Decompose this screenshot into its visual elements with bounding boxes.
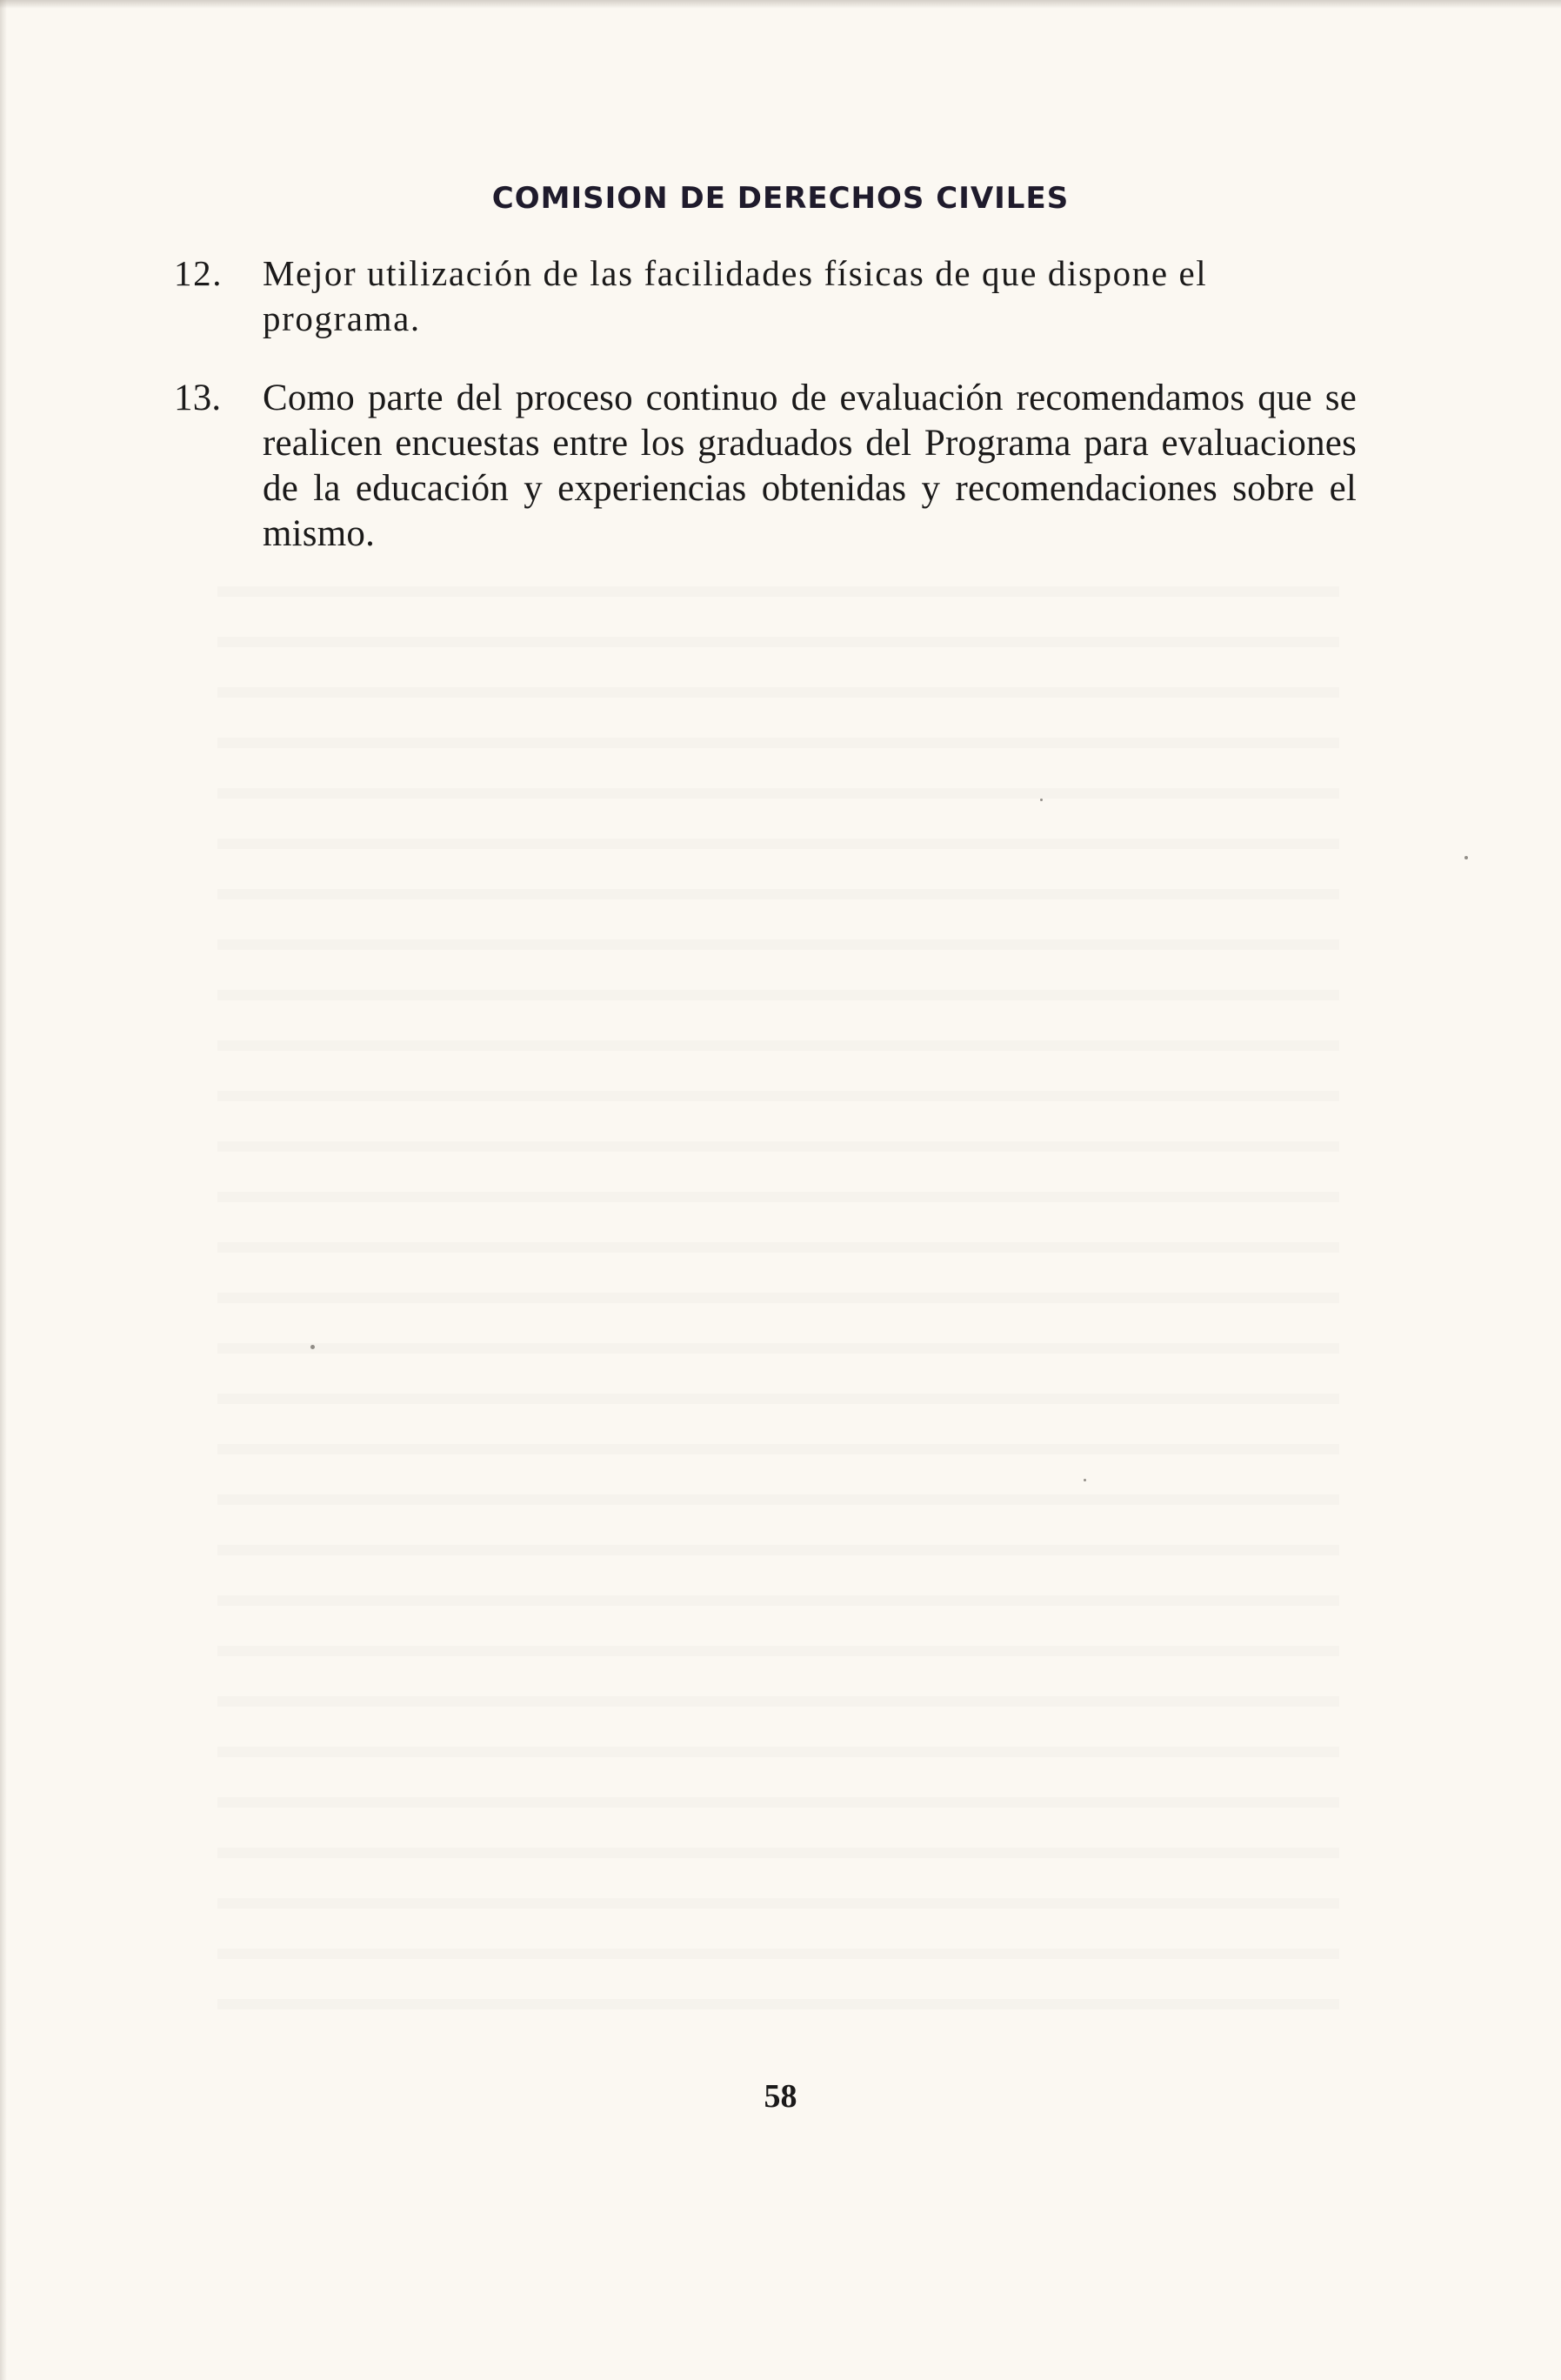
page-edge-shadow-top: [0, 0, 1561, 9]
page-number: 58: [764, 2078, 797, 2115]
paper-speck: [310, 1345, 315, 1349]
list-item-12: [174, 251, 1357, 341]
recommendation-list: [174, 251, 1357, 592]
item-text: Como parte del proceso continuo de evaluación recomendamos que se realicen encuestas entre los graduados del Programa para evaluaciones de la educación y experiencias obtenidas y recomendaciones sobre el mismo.: [263, 378, 1357, 554]
paper-speck: [1464, 856, 1468, 859]
paper-speck: [1040, 799, 1043, 801]
running-head: COMISION DE DERECHOS CIVILES: [491, 181, 1070, 216]
page-edge-shadow-left: [0, 0, 7, 2380]
item-number: 12.: [174, 253, 223, 293]
item-text: Mejor utilización de las facilidades físicas de que dispone el programa.: [263, 253, 1208, 338]
reverse-side-bleed-through: [217, 557, 1339, 2036]
list-item-13: [174, 376, 1357, 557]
item-number: 13.: [174, 378, 222, 418]
paper-speck: [1084, 1479, 1086, 1481]
